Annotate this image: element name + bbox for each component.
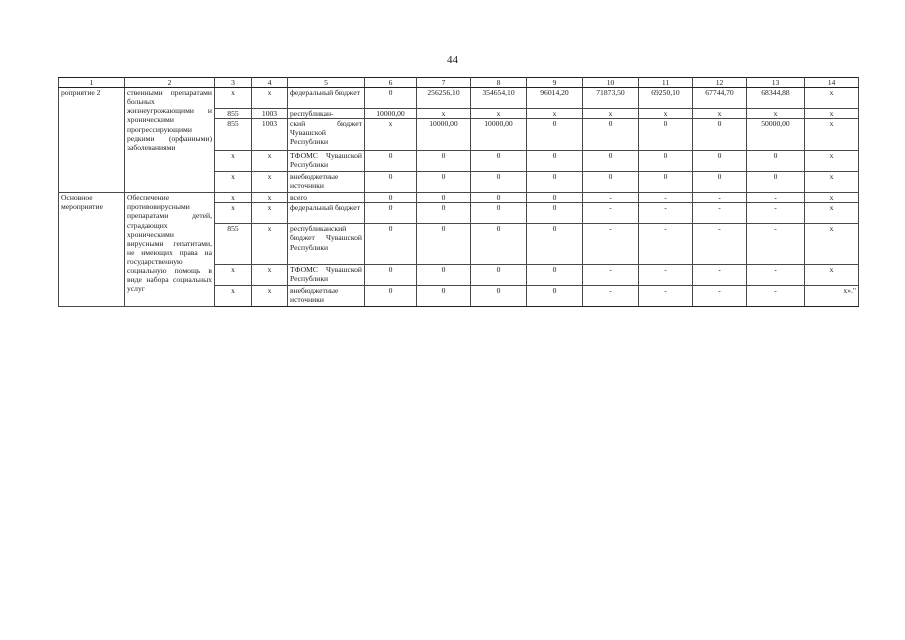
value-cell: 0 [527,172,583,193]
value-cell: - [583,203,639,224]
measure-name-cell: Обеспечение противовирусными препаратами детей, страдающих хроническими вирусными гепатитами, не имеющих права на государственную социальную помощь в виде набора социальных услуг [125,193,215,307]
value-cell: 0 [639,172,693,193]
value-cell: 0 [527,151,583,172]
value-cell: 0 [747,151,805,172]
value-cell: - [639,224,693,265]
value-cell: 0 [365,88,417,109]
grbs-cell: 855 [215,109,252,119]
grbs-cell: 855 [215,224,252,265]
value-cell: 0 [527,265,583,286]
value-cell: 0 [365,203,417,224]
value-cell: 0 [365,224,417,265]
table-header-row [59,78,859,88]
value-cell: 0 [417,151,471,172]
value-cell: х [747,109,805,119]
value-cell: 0 [471,265,527,286]
section-cell: 1003 [252,119,288,151]
measure-type-cell: Основное мероприятие [59,193,125,307]
value-cell: х [471,109,527,119]
value-cell: 0 [417,203,471,224]
value-cell: х [805,265,859,286]
value-cell: 0 [365,265,417,286]
value-cell: 0 [417,193,471,203]
value-cell: х [583,109,639,119]
value-cell: х [805,151,859,172]
source-cell: ТФОМС Чувашской Республики [288,265,365,286]
value-cell: - [583,224,639,265]
value-cell: - [693,203,747,224]
column-header: 12 [693,78,747,88]
column-header: 9 [527,78,583,88]
value-cell: 96014,20 [527,88,583,109]
grbs-cell: х [215,151,252,172]
column-header: 2 [125,78,215,88]
source-cell: республикан- [288,109,365,119]
column-header: 7 [417,78,471,88]
value-cell: 0 [527,286,583,307]
value-cell: - [747,203,805,224]
grbs-cell: 855 [215,119,252,151]
budget-table [58,77,859,307]
value-cell: х [805,193,859,203]
value-cell: 0 [417,286,471,307]
value-cell: 0 [527,193,583,203]
block-1 [59,88,859,193]
value-cell: - [639,193,693,203]
value-cell: 354654,10 [471,88,527,109]
value-cell: 0 [471,224,527,265]
value-cell: - [693,224,747,265]
source-cell: всего [288,193,365,203]
value-cell: 0 [527,119,583,151]
value-cell: 0 [417,265,471,286]
column-header: 3 [215,78,252,88]
value-cell: 10000,00 [365,109,417,119]
value-cell: х [805,88,859,109]
value-cell: х [693,109,747,119]
column-header: 10 [583,78,639,88]
value-cell: 0 [365,151,417,172]
value-cell: 0 [471,172,527,193]
value-cell: 0 [471,193,527,203]
value-cell: 10000,00 [471,119,527,151]
column-header: 6 [365,78,417,88]
measure-type-cell: роприятие 2 [59,88,125,193]
column-header: 14 [805,78,859,88]
value-cell: 0 [583,151,639,172]
value-cell: х [805,119,859,151]
value-cell: - [747,286,805,307]
value-cell: 0 [639,119,693,151]
value-cell: 0 [365,286,417,307]
section-cell: х [252,203,288,224]
section-cell: х [252,151,288,172]
value-cell: - [693,286,747,307]
grbs-cell: х [215,193,252,203]
grbs-cell: х [215,265,252,286]
value-cell: - [583,286,639,307]
value-cell: 0 [693,151,747,172]
table-row [59,193,859,203]
value-cell: 0 [527,224,583,265]
column-header: 8 [471,78,527,88]
value-cell: 71873,50 [583,88,639,109]
value-cell: х [527,109,583,119]
grbs-cell: х [215,286,252,307]
section-cell: х [252,224,288,265]
value-cell: 0 [693,172,747,193]
value-cell: 0 [417,224,471,265]
value-cell: х [805,203,859,224]
column-header: 4 [252,78,288,88]
source-cell: ТФОМС Чувашской Республики [288,151,365,172]
section-cell: х [252,88,288,109]
value-cell: - [639,203,693,224]
value-cell: - [583,193,639,203]
table-row [59,88,859,109]
value-cell: - [747,193,805,203]
value-cell: 0 [417,172,471,193]
value-cell: 69250,10 [639,88,693,109]
section-cell: х [252,193,288,203]
value-cell: 0 [471,203,527,224]
section-cell: х [252,265,288,286]
value-cell: х [365,119,417,151]
value-cell: х [805,109,859,119]
value-cell: 67744,70 [693,88,747,109]
grbs-cell: х [215,88,252,109]
value-cell: - [583,265,639,286]
value-cell: 0 [583,172,639,193]
value-cell: х [417,109,471,119]
value-cell: х [805,224,859,265]
value-cell: 50000,00 [747,119,805,151]
section-cell: 1003 [252,109,288,119]
grbs-cell: х [215,172,252,193]
source-cell: ский бюджет Чувашской Республики [288,119,365,151]
value-cell: - [747,224,805,265]
source-cell: внебюджетные источники [288,172,365,193]
column-header: 1 [59,78,125,88]
value-cell: - [639,265,693,286]
source-cell: внебюджетные источники [288,286,365,307]
source-cell: федеральный бюджет [288,203,365,224]
value-cell: 10000,00 [417,119,471,151]
column-header: 13 [747,78,805,88]
value-cell: 0 [527,203,583,224]
section-cell: х [252,172,288,193]
value-cell: 0 [747,172,805,193]
value-cell: х [805,172,859,193]
section-cell: х [252,286,288,307]
value-cell: - [693,193,747,203]
source-cell: федеральный бюджет [288,88,365,109]
grbs-cell: х [215,203,252,224]
value-cell: - [639,286,693,307]
value-cell: 0 [365,172,417,193]
value-cell: х [639,109,693,119]
value-cell: 256256,10 [417,88,471,109]
value-cell: 0 [471,151,527,172]
value-cell: х»." [805,286,859,307]
column-header: 11 [639,78,693,88]
measure-name-cell: ственными препаратами больных жизнеугрожающими и хроническими прогрессирующими редкими (орфанными) заболеваниями [125,88,215,193]
value-cell: 0 [639,151,693,172]
value-cell: 0 [365,193,417,203]
value-cell: 68344,88 [747,88,805,109]
column-header: 5 [288,78,365,88]
value-cell: 0 [693,119,747,151]
value-cell: 0 [583,119,639,151]
source-cell: республиканский бюджет Чувашской Республики [288,224,365,265]
value-cell: - [693,265,747,286]
value-cell: 0 [471,286,527,307]
block-2 [59,193,859,307]
page-number: 44 [447,54,458,66]
value-cell: - [747,265,805,286]
